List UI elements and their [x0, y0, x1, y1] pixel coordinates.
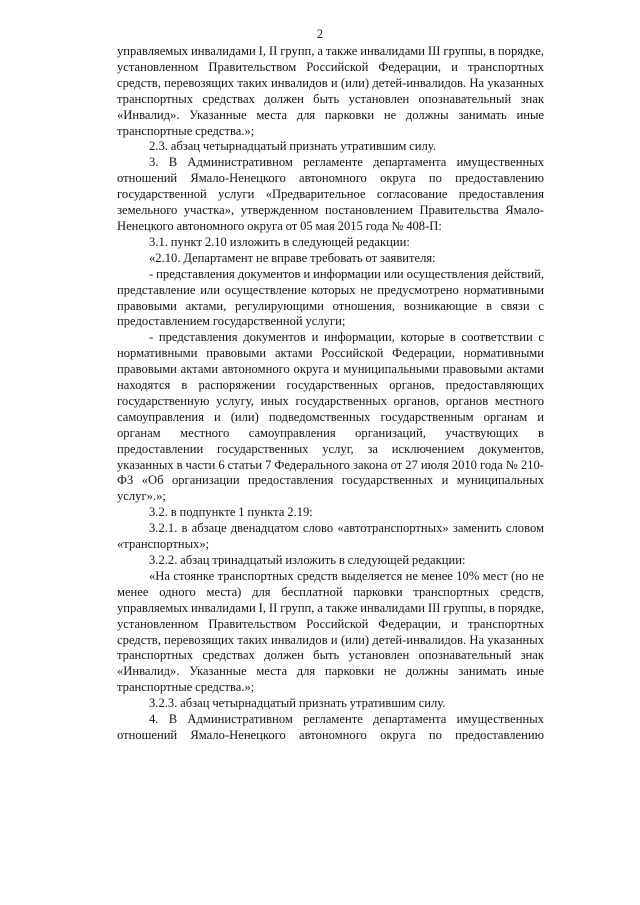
paragraph: 3.2. в подпункте 1 пункта 2.19:	[149, 505, 313, 520]
paragraph: 3. В Административном регламенте департамента имущественных отношений Ямало-Ненецкого автономного округа по предоставлению государственной услуги «Предварительное согласование предоставления земельного участка», утвержденном постановлением Правительства Ямало- Ненецкого автономного округа от 05 мая 2015 года № 408-П:	[117, 155, 544, 233]
paragraph: - представления документов и информации или осуществления действий, представление или осуществление которых не предусмотрено нормативными правовыми актами, регулирующими отношения, возникающие в связи с предоставлением государственной услуги;	[117, 266, 544, 329]
paragraph: 3.2.1. в абзаце двенадцатом слово «автотранспортных» заменить словом «транспортных»;	[117, 521, 544, 552]
document-body	[117, 44, 544, 744]
paragraph: 2.3. абзац четырнадцатый признать утратившим силу.	[149, 139, 436, 154]
paragraph: «На стоянке транспортных средств выделяется не менее 10% мест (но не менее одного места) для бесплатной парковки транспортных средств, управляемых инвалидами I, II групп, а также инвалидами III группы, в порядке, установленном Правительством Российской Федерации, и транспортных средств, перевозящих таких инвалидов и (или) детей-инвалидов. На указанных транспортных средствах должен быть установлен опознавательный знак «Инвалид». Указанные места для парковки не должны занимать иные транспортные средства.»;	[117, 568, 544, 695]
paragraph: - представления документов и информации, которые в соответствии с нормативными правовыми актами Российской Федерации, нормативными правовыми актами автономного округа и муниципальными правовыми актами находятся в распоряжении государственных органов, предоставляющих государственную услугу, иных государственных органов, органов местного самоуправления и (или) подведомственных государственным органам и органам местного самоуправления организаций, участвующих в предоставлении государственных услуг, за исключением документов, указанных в части 6 статьи 7 Федерального закона от 27 июля 2010 года № 210-ФЗ «Об организации предоставления государственных и муниципальных услуг».»;	[117, 330, 544, 504]
paragraph: 4. В Административном регламенте департамента имущественных отношений Ямало-Ненецкого автономного округа по предоставлению	[117, 712, 544, 742]
paragraph: 3.2.3. абзац четырнадцатый признать утратившим силу.	[149, 696, 446, 711]
paragraph: управляемых инвалидами I, II групп, а также инвалидами III группы, в порядке, установленном Правительством Российской Федерации, и транспортных средств, перевозящих таких инвалидов и (или) детей-инвалидов. На указанных транспортных средствах должен быть установлен опознавательный знак «Инвалид». Указанные места для парковки не должны занимать иные транспортные средства.»;	[117, 44, 544, 138]
paragraph: «2.10. Департамент не вправе требовать от заявителя:	[149, 250, 436, 265]
paragraph: 3.2.2. абзац тринадцатый изложить в следующей редакции:	[149, 553, 466, 567]
page-number: 2	[316, 27, 324, 41]
paragraph: 3.1. пункт 2.10 изложить в следующей редакции:	[149, 234, 410, 249]
